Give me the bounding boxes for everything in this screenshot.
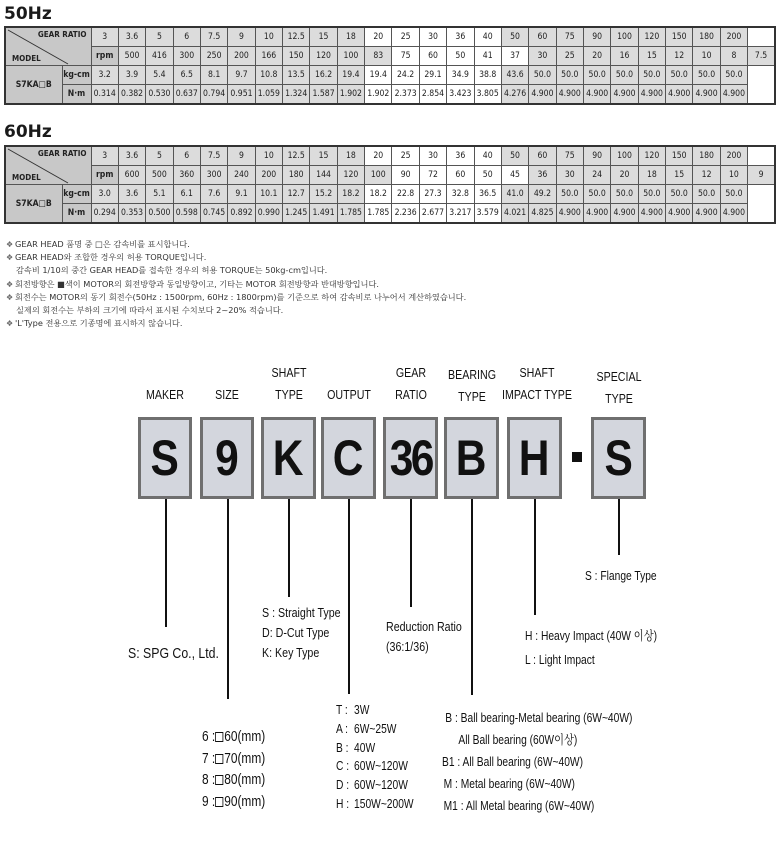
value-cell: 4.900 xyxy=(638,204,665,224)
gear-ratio-cell: 18 xyxy=(337,146,364,166)
value-cell: 4.900 xyxy=(583,85,610,105)
gear-ratio-cell: 3.6 xyxy=(118,146,145,166)
unit-cell: kg-cm xyxy=(62,185,91,204)
gear-ratio-cell: 180 xyxy=(693,146,720,166)
code-box-special-type: S xyxy=(591,417,646,499)
value-cell: 30 xyxy=(556,166,583,185)
value-cell: 6.5 xyxy=(173,66,200,85)
gear-ratio-cell: 50 xyxy=(501,27,528,47)
value-cell: 50.0 xyxy=(693,66,720,85)
value-cell: 24 xyxy=(583,166,610,185)
value-cell: 120 xyxy=(337,166,364,185)
value-cell: 180 xyxy=(283,166,310,185)
value-cell: 3.6 xyxy=(118,185,145,204)
value-cell: 10.8 xyxy=(255,66,282,85)
gear-ratio-cell: 6 xyxy=(173,27,200,47)
header-corner-cell: GEAR RATIO MODEL xyxy=(5,146,91,185)
gear-ratio-cell: 3.6 xyxy=(118,27,145,47)
value-cell: 1.245 xyxy=(283,204,310,224)
desc-shaft-type: S : Straight Type D: D-Cut Type K: Key Type xyxy=(262,605,341,660)
value-cell: 50.0 xyxy=(638,66,665,85)
value-cell: 1.491 xyxy=(310,204,337,224)
value-cell: 1.902 xyxy=(337,85,364,105)
note-item: ❖ GEAR HEAD와 조합한 경우의 허용 TORQUE입니다. xyxy=(6,251,466,264)
value-cell: 4.900 xyxy=(556,204,583,224)
value-cell: 20 xyxy=(583,47,610,66)
value-cell: 416 xyxy=(146,47,173,66)
value-cell: 16.2 xyxy=(310,66,337,85)
model-cell: S7KA□B xyxy=(5,185,62,224)
value-cell: 16 xyxy=(611,47,638,66)
spec-table-60hz xyxy=(4,145,776,224)
value-cell: 10.1 xyxy=(255,185,282,204)
code-box-shaft-type: K xyxy=(261,417,316,499)
gear-ratio-cell: 25 xyxy=(392,27,419,47)
value-cell: 50.0 xyxy=(583,66,610,85)
value-cell: 200 xyxy=(255,166,282,185)
value-cell: 7.5 xyxy=(748,47,775,66)
value-cell: 49.2 xyxy=(529,185,556,204)
value-cell: 144 xyxy=(310,166,337,185)
separator-dash xyxy=(572,452,582,462)
value-cell: 200 xyxy=(228,47,255,66)
value-cell: 0.637 xyxy=(173,85,200,105)
value-cell: 3.805 xyxy=(474,85,501,105)
diamond-bullet-icon: ❖ xyxy=(6,279,14,289)
value-cell: 120 xyxy=(310,47,337,66)
gear-ratio-cell: 40 xyxy=(474,27,501,47)
value-cell: 4.900 xyxy=(638,85,665,105)
value-cell: 4.900 xyxy=(611,85,638,105)
gear-ratio-cell: 12.5 xyxy=(283,146,310,166)
value-cell: 60 xyxy=(447,166,474,185)
label-shaft-impact-type: SHAFT IMPACT TYPE xyxy=(502,365,572,402)
value-cell: 1.902 xyxy=(365,85,392,105)
value-cell: 30 xyxy=(529,47,556,66)
value-cell: 50.0 xyxy=(666,66,693,85)
value-cell: 2.236 xyxy=(392,204,419,224)
value-cell: 8 xyxy=(720,47,747,66)
value-cell: 50.0 xyxy=(583,185,610,204)
unit-cell: rpm xyxy=(91,166,118,185)
value-cell: 9 xyxy=(748,166,775,185)
value-cell: 0.530 xyxy=(146,85,173,105)
value-cell: 1.059 xyxy=(255,85,282,105)
gear-ratio-cell: 7.5 xyxy=(200,27,227,47)
unit-cell: kg-cm xyxy=(62,66,91,85)
value-cell: 8.1 xyxy=(200,66,227,85)
value-cell: 41 xyxy=(474,47,501,66)
note-item: ❖ 회전방향은 ■색이 MOTOR의 회전방향과 동일방향이고, 기타는 MOTOR 회전방향과 반대방향입니다. xyxy=(6,278,466,291)
code-box-bearing-type: B xyxy=(444,417,499,499)
square-icon xyxy=(215,775,223,785)
value-cell: 36 xyxy=(529,166,556,185)
value-cell: 50.0 xyxy=(611,185,638,204)
gear-ratio-cell: 120 xyxy=(638,146,665,166)
gear-ratio-cell: 100 xyxy=(611,27,638,47)
value-cell: 150 xyxy=(283,47,310,66)
value-cell: 83 xyxy=(365,47,392,66)
value-cell: 0.382 xyxy=(118,85,145,105)
value-cell: 2.373 xyxy=(392,85,419,105)
value-cell: 12 xyxy=(693,166,720,185)
value-cell: 50 xyxy=(474,166,501,185)
gear-ratio-cell: 40 xyxy=(474,146,501,166)
notes-list xyxy=(6,238,466,330)
value-cell: 50.0 xyxy=(529,66,556,85)
value-cell: 4.900 xyxy=(529,85,556,105)
value-cell: 0.794 xyxy=(200,85,227,105)
value-cell: 4.276 xyxy=(501,85,528,105)
value-cell: 166 xyxy=(255,47,282,66)
gear-ratio-cell: 6 xyxy=(173,146,200,166)
gear-ratio-row xyxy=(5,27,775,47)
value-cell: 20 xyxy=(611,166,638,185)
gear-ratio-cell: 25 xyxy=(392,146,419,166)
square-icon xyxy=(215,754,223,764)
value-cell: 19.4 xyxy=(365,66,392,85)
note-item: 감속비 1/10의 중간 GEAR HEAD를 접속한 경우의 허용 TORQUE는 50kg-cm입니다. xyxy=(16,265,328,276)
gear-ratio-cell: 200 xyxy=(720,146,747,166)
value-cell: 0.990 xyxy=(255,204,282,224)
value-cell: 0.353 xyxy=(118,204,145,224)
value-cell: 50.0 xyxy=(720,185,747,204)
gear-ratio-cell: 10 xyxy=(255,27,282,47)
value-cell: 0.892 xyxy=(228,204,255,224)
value-cell: 5.4 xyxy=(146,66,173,85)
value-cell: 0.314 xyxy=(91,85,118,105)
gear-ratio-cell: 15 xyxy=(310,146,337,166)
square-icon xyxy=(215,732,223,742)
desc-bearing-type: B : Ball bearing-Metal bearing (6W~40W) All Ball bearing (60W이상) B1 : All Ball bearing (6W~40W) M : Metal bearing (6W~40W) M1 : All Metal bearing (6W~40W) xyxy=(442,711,633,813)
gear-ratio-row xyxy=(5,146,775,166)
value-cell: 4.900 xyxy=(693,204,720,224)
leader-line-bearing-type xyxy=(471,499,473,695)
value-cell: 5.1 xyxy=(146,185,173,204)
table-row xyxy=(5,66,775,85)
value-cell: 50.0 xyxy=(666,185,693,204)
value-cell: 27.3 xyxy=(419,185,446,204)
value-cell: 100 xyxy=(337,47,364,66)
gear-ratio-cell: 3 xyxy=(91,146,118,166)
gear-ratio-cell: 9 xyxy=(228,27,255,47)
table-row xyxy=(5,166,775,185)
value-cell: 1.785 xyxy=(365,204,392,224)
value-cell: 3.0 xyxy=(91,185,118,204)
unit-cell: N·m xyxy=(62,85,91,105)
value-cell: 4.825 xyxy=(529,204,556,224)
value-cell: 600 xyxy=(118,166,145,185)
label-shaft-type: SHAFT TYPE xyxy=(271,365,307,402)
leader-line-special-type xyxy=(618,499,620,555)
header-corner-cell: GEAR RATIO MODEL xyxy=(5,27,91,66)
diamond-bullet-icon: ❖ xyxy=(6,319,14,329)
value-cell: 4.900 xyxy=(583,204,610,224)
value-cell: 15.2 xyxy=(310,185,337,204)
gear-ratio-cell: 200 xyxy=(720,27,747,47)
gear-ratio-cell: 180 xyxy=(693,27,720,47)
table-row xyxy=(5,185,775,204)
value-cell: 12.7 xyxy=(283,185,310,204)
value-cell: 12 xyxy=(666,47,693,66)
value-cell: 0.500 xyxy=(146,204,173,224)
value-cell: 4.900 xyxy=(720,85,747,105)
label-maker: MAKER xyxy=(146,387,184,402)
gear-ratio-cell: 36 xyxy=(447,146,474,166)
value-cell: 37 xyxy=(501,47,528,66)
value-cell: 72 xyxy=(419,166,446,185)
value-cell: 18 xyxy=(638,166,665,185)
code-box-output: C xyxy=(321,417,376,499)
leader-line-output xyxy=(348,499,350,694)
desc-maker: S: SPG Co., Ltd. xyxy=(128,645,219,662)
value-cell: 9.7 xyxy=(228,66,255,85)
value-cell: 50.0 xyxy=(638,185,665,204)
table-row xyxy=(5,204,775,224)
value-cell: 0.598 xyxy=(173,204,200,224)
value-cell: 300 xyxy=(200,166,227,185)
gear-ratio-cell: 15 xyxy=(310,27,337,47)
diamond-bullet-icon: ❖ xyxy=(6,240,14,249)
title-50hz: 50Hz xyxy=(4,4,52,24)
value-cell: 0.294 xyxy=(91,204,118,224)
value-cell: 19.4 xyxy=(337,66,364,85)
table-row xyxy=(5,85,775,105)
desc-size: 6 : 60(mm) 7 : 70(mm) 8 : 80(mm) 9 : 90(mm) xyxy=(202,729,266,810)
value-cell: 1.587 xyxy=(310,85,337,105)
value-cell: 18.2 xyxy=(337,185,364,204)
gear-ratio-cell: 5 xyxy=(146,146,173,166)
value-cell: 50.0 xyxy=(611,66,638,85)
value-cell: 4.900 xyxy=(720,204,747,224)
value-cell: 13.5 xyxy=(283,66,310,85)
value-cell: 4.900 xyxy=(666,204,693,224)
value-cell: 36.5 xyxy=(474,185,501,204)
value-cell: 50.0 xyxy=(556,185,583,204)
desc-gear-ratio: Reduction Ratio (36:1/36) xyxy=(386,619,462,654)
value-cell: 7.6 xyxy=(200,185,227,204)
value-cell: 22.8 xyxy=(392,185,419,204)
leader-line-shaft-impact xyxy=(534,499,536,615)
value-cell: 10 xyxy=(720,166,747,185)
desc-output: T : 3W A : 6W~25W B : 40W C : 60W~120W D : 60W~120W H : 150W~200W xyxy=(336,703,414,811)
gear-ratio-cell: 20 xyxy=(365,27,392,47)
value-cell: 1.324 xyxy=(283,85,310,105)
gear-ratio-cell: 90 xyxy=(583,146,610,166)
value-cell: 29.1 xyxy=(419,66,446,85)
value-cell: 9.1 xyxy=(228,185,255,204)
value-cell: 250 xyxy=(200,47,227,66)
value-cell: 100 xyxy=(365,166,392,185)
value-cell: 360 xyxy=(173,166,200,185)
desc-special-type: S : Flange Type xyxy=(585,569,657,583)
leader-line-shaft-type xyxy=(288,499,290,597)
unit-cell: N·m xyxy=(62,204,91,224)
spec-table-50hz xyxy=(4,26,776,105)
value-cell: 2.854 xyxy=(419,85,446,105)
gear-ratio-cell: 60 xyxy=(529,27,556,47)
title-60hz: 60Hz xyxy=(4,122,52,142)
model-cell: S7KA□B xyxy=(5,66,62,105)
gear-ratio-cell: 150 xyxy=(666,27,693,47)
gear-ratio-cell: 90 xyxy=(583,27,610,47)
value-cell: 6.1 xyxy=(173,185,200,204)
table-row xyxy=(5,47,775,66)
value-cell: 4.900 xyxy=(556,85,583,105)
gear-ratio-cell: 20 xyxy=(365,146,392,166)
unit-cell: rpm xyxy=(91,47,118,66)
value-cell: 3.423 xyxy=(447,85,474,105)
gear-ratio-cell: 50 xyxy=(501,146,528,166)
value-cell: 10 xyxy=(693,47,720,66)
value-cell: 75 xyxy=(392,47,419,66)
gear-ratio-cell: 36 xyxy=(447,27,474,47)
label-special-type: SPECIAL TYPE xyxy=(596,369,642,406)
value-cell: 300 xyxy=(173,47,200,66)
value-cell: 3.579 xyxy=(474,204,501,224)
value-cell: 0.745 xyxy=(200,204,227,224)
value-cell: 3.217 xyxy=(447,204,474,224)
leader-line-gear-ratio xyxy=(410,499,412,607)
value-cell: 240 xyxy=(228,166,255,185)
note-item: ❖ 회전수는 MOTOR의 동기 회전수(50Hz : 1500rpm, 60Hz : 1800rpm)를 기준으로 하여 감속비로 나누어서 계산하였습니다. xyxy=(6,291,466,304)
code-box-shaft-impact: H xyxy=(507,417,562,499)
gear-ratio-cell: 75 xyxy=(556,146,583,166)
gear-ratio-cell: 120 xyxy=(638,27,665,47)
gear-ratio-cell: 60 xyxy=(529,146,556,166)
note-item: ❖ 'L'Type 전용으로 기종명에 표시하지 않습니다. xyxy=(6,317,466,330)
label-output: OUTPUT xyxy=(327,387,371,402)
code-box-maker: S xyxy=(138,417,192,499)
value-cell: 50.0 xyxy=(556,66,583,85)
value-cell: 24.2 xyxy=(392,66,419,85)
code-box-size: 9 xyxy=(200,417,254,499)
gear-ratio-cell: 150 xyxy=(666,146,693,166)
gear-ratio-cell: 100 xyxy=(611,146,638,166)
gear-ratio-cell: 9 xyxy=(228,146,255,166)
gear-ratio-cell: 7.5 xyxy=(200,146,227,166)
desc-shaft-impact: H : Heavy Impact (40W 이상) L : Light Impact xyxy=(525,629,658,667)
value-cell: 18.2 xyxy=(365,185,392,204)
label-size: SIZE xyxy=(215,387,239,402)
value-cell: 25 xyxy=(556,47,583,66)
gear-ratio-cell: 30 xyxy=(419,27,446,47)
value-cell: 4.021 xyxy=(501,204,528,224)
value-cell: 15 xyxy=(638,47,665,66)
value-cell: 1.785 xyxy=(337,204,364,224)
label-gear-ratio: GEAR RATIO xyxy=(395,365,427,402)
gear-ratio-cell: 3 xyxy=(91,27,118,47)
value-cell: 4.900 xyxy=(693,85,720,105)
gear-ratio-cell: 5 xyxy=(146,27,173,47)
gear-ratio-cell: 75 xyxy=(556,27,583,47)
note-item: 실제의 회전수는 부하의 크기에 따라서 표시된 수치보다 2~20% 적습니다. xyxy=(16,305,284,316)
note-item: ❖ GEAR HEAD 품명 중 □은 감속비를 표시합니다. xyxy=(6,238,466,251)
value-cell: 2.677 xyxy=(419,204,446,224)
gear-ratio-cell: 12.5 xyxy=(283,27,310,47)
value-cell: 41.0 xyxy=(501,185,528,204)
value-cell: 50.0 xyxy=(693,185,720,204)
diamond-bullet-icon: ❖ xyxy=(6,292,14,302)
gear-ratio-cell: 10 xyxy=(255,146,282,166)
value-cell: 32.8 xyxy=(447,185,474,204)
code-box-gear-ratio: 36 xyxy=(383,417,438,499)
value-cell: 60 xyxy=(419,47,446,66)
value-cell: 43.6 xyxy=(501,66,528,85)
gear-ratio-cell: 18 xyxy=(337,27,364,47)
value-cell: 15 xyxy=(666,166,693,185)
value-cell: 90 xyxy=(392,166,419,185)
value-cell: 45 xyxy=(501,166,528,185)
gear-ratio-cell: 30 xyxy=(419,146,446,166)
square-icon xyxy=(215,797,223,807)
leader-line-size xyxy=(227,499,229,699)
label-bearing-type: BEARING TYPE xyxy=(448,367,496,404)
value-cell: 38.8 xyxy=(474,66,501,85)
value-cell: 50.0 xyxy=(720,66,747,85)
value-cell: 500 xyxy=(146,166,173,185)
value-cell: 3.9 xyxy=(118,66,145,85)
diamond-bullet-icon: ❖ xyxy=(6,253,14,263)
value-cell: 3.2 xyxy=(91,66,118,85)
leader-line-maker xyxy=(165,499,167,627)
value-cell: 4.900 xyxy=(666,85,693,105)
value-cell: 0.951 xyxy=(228,85,255,105)
value-cell: 4.900 xyxy=(611,204,638,224)
value-cell: 50 xyxy=(447,47,474,66)
value-cell: 34.9 xyxy=(447,66,474,85)
value-cell: 500 xyxy=(118,47,145,66)
